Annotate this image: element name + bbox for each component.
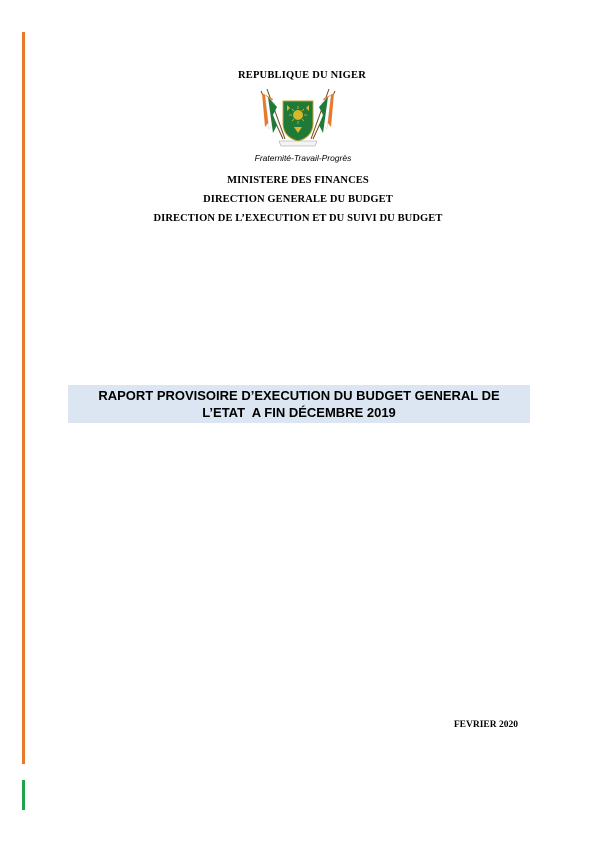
margin-bar-green: [22, 780, 25, 810]
ministry-name: MINISTERE DES FINANCES: [227, 175, 369, 186]
country-name: REPUBLIQUE DU NIGER: [237, 70, 367, 81]
direction-general: DIRECTION GENERALE DU BUDGET: [203, 194, 393, 205]
report-title-line2: L’ETAT A FIN DÉCEMBRE 2019: [202, 405, 396, 420]
document-header: [0, 70, 596, 224]
coat-of-arms-icon: [253, 87, 343, 149]
report-date: FEVRIER 2020: [453, 720, 518, 730]
national-motto: Fraternité-Travail-Progrès: [254, 153, 352, 163]
report-title: [68, 385, 530, 423]
report-title-line1: RAPORT PROVISOIRE D’EXECUTION DU BUDGET GENERAL DE: [98, 388, 500, 403]
direction-execution: DIRECTION DE L’EXECUTION ET DU SUIVI DU BUDGET: [153, 213, 443, 224]
